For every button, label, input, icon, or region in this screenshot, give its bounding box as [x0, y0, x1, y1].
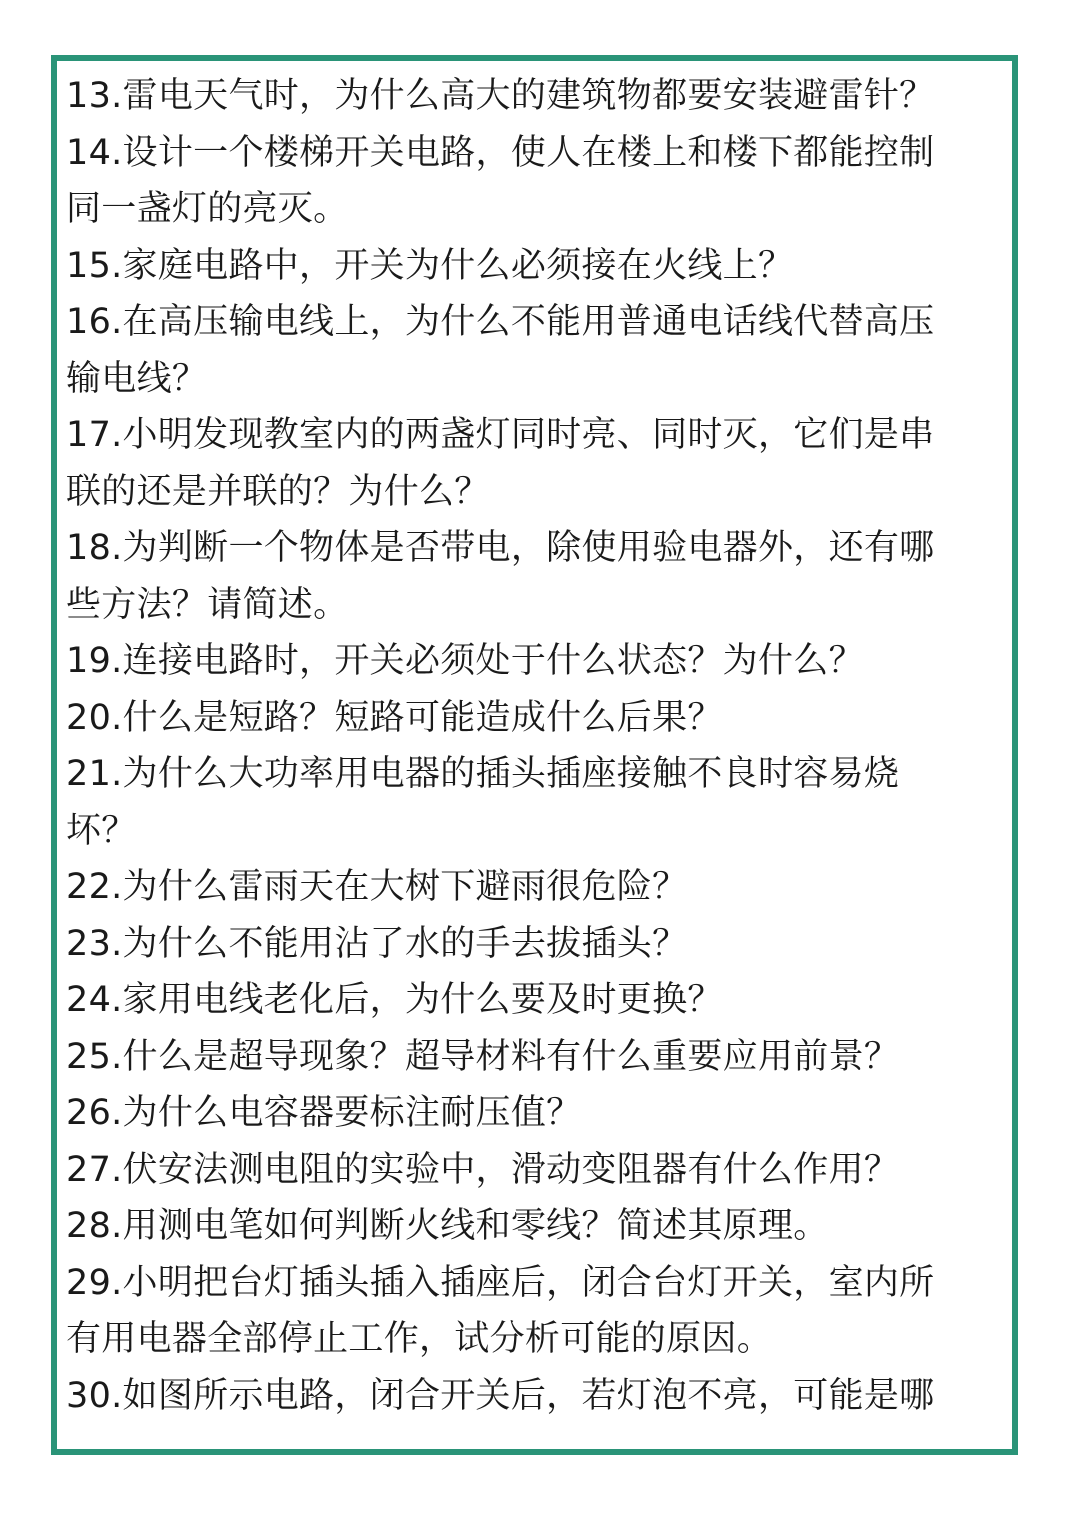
question-list — [66, 68, 1016, 1424]
text-line: 有用电器全部停止工作，试分析可能的原因。 — [66, 1319, 773, 1359]
text-line: 21.为什么大功率用电器的插头插座接触不良时容易烧 — [66, 754, 900, 794]
text-line: 15.家庭电路中，开关为什么必须接在火线上？ — [66, 245, 794, 286]
text-line: 16.在高压输电线上，为什么不能用普通电话线代替高压 — [66, 302, 935, 342]
text-line: 19.连接电路时，开关必须处于什么状态？为什么？ — [66, 641, 864, 681]
text-line: 13.雷电天气时，为什么高大的建筑物都要安装避雷针？ — [66, 76, 935, 116]
text-line: 坏？ — [66, 810, 137, 851]
text-line: 30.如图所示电路，闭合开关后，若灯泡不亮，可能是哪 — [66, 1375, 935, 1416]
text-line: 同一盏灯的亮灭。 — [66, 189, 349, 229]
text-line: 24.家用电线老化后，为什么要及时更换？ — [66, 980, 723, 1020]
text-line: 输电线？ — [66, 358, 208, 399]
text-line: 27.伏安法测电阻的实验中，滑动变阻器有什么作用？ — [66, 1149, 900, 1190]
text-line: 23.为什么不能用沾了水的手去拔插头？ — [66, 923, 688, 964]
text-line: 14.设计一个楼梯开关电路，使人在楼上和楼下都能控制 — [66, 132, 935, 173]
text-line: 29.小明把台灯插头插入插座后，闭合台灯开关，室内所 — [66, 1262, 935, 1303]
text-line: 25.什么是超导现象？超导材料有什么重要应用前景？ — [66, 1036, 900, 1077]
text-line: 联的还是并联的？为什么？ — [66, 471, 490, 512]
text-line: 18.为判断一个物体是否带电，除使用验电器外，还有哪 — [66, 528, 935, 568]
text-line: 些方法？请简述。 — [66, 584, 349, 625]
text-line: 22.为什么雷雨天在大树下避雨很危险？ — [66, 867, 688, 907]
text-line: 20.什么是短路？短路可能造成什么后果？ — [66, 697, 723, 738]
text-line: 26.为什么电容器要标注耐压值？ — [66, 1093, 582, 1133]
text-line: 28.用测电笔如何判断火线和零线？简述其原理。 — [66, 1206, 829, 1246]
text-line: 17.小明发现教室内的两盏灯同时亮、同时灭，它们是串 — [66, 415, 935, 455]
